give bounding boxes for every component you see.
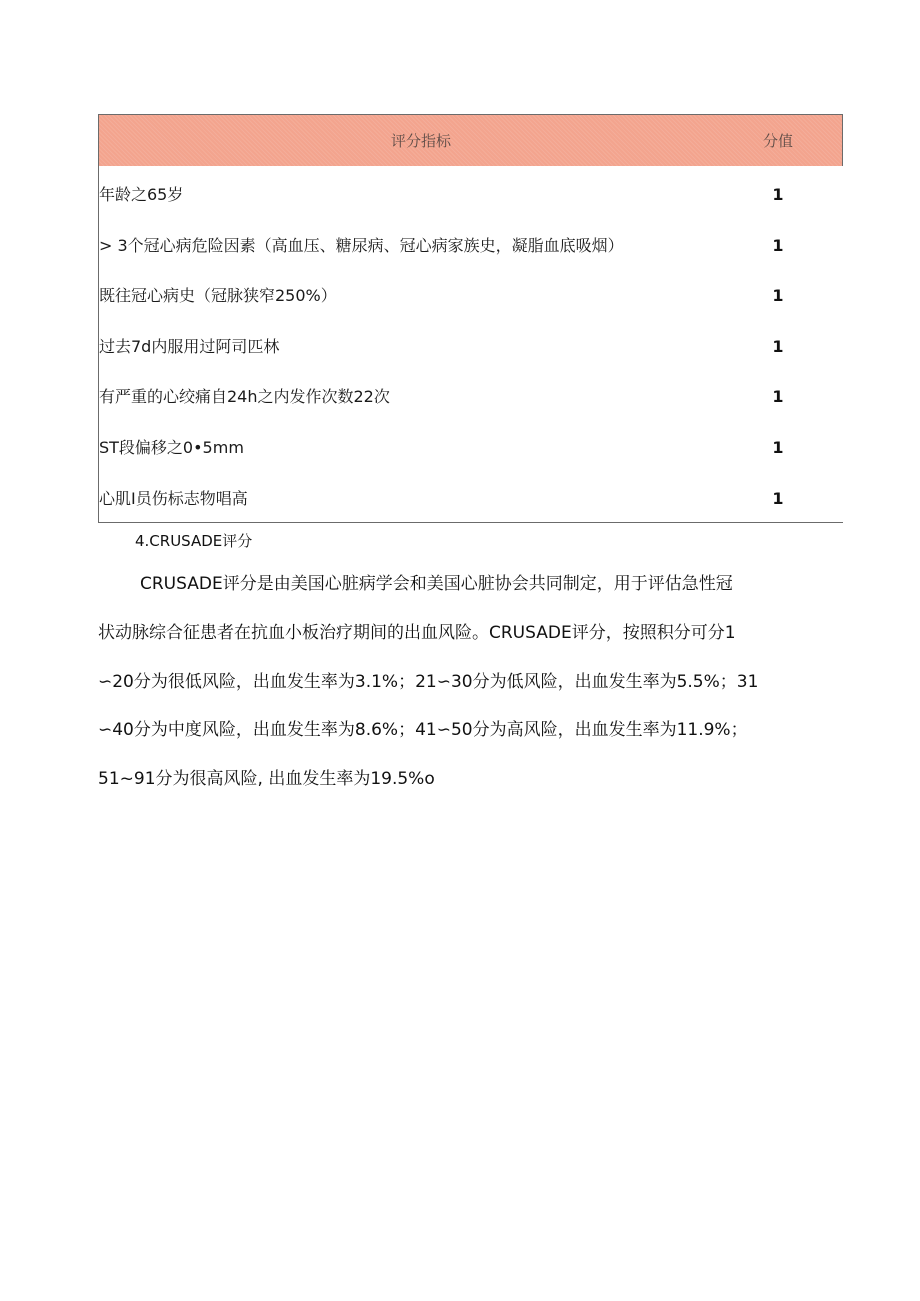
paragraph-line: 51~91分为很高风险, 出血发生率为19.5%o bbox=[98, 769, 435, 789]
paragraph-line: 状动脉综合征患者在抗血小板治疗期间的出血风险。CRUSADE评分，按照积分可分1 bbox=[98, 623, 736, 643]
table-row bbox=[99, 220, 843, 271]
header-score: 分值 bbox=[762, 132, 793, 150]
table-body bbox=[99, 166, 843, 522]
row-score: 1 bbox=[772, 438, 784, 457]
row-indicator: > 3个冠心病危险因素（高血压、糖尿病、冠心病家族史，凝脂血底吸烟） bbox=[99, 236, 624, 255]
header-indicator: 评分指标 bbox=[390, 132, 451, 150]
table-row bbox=[99, 169, 843, 220]
table-row bbox=[99, 371, 843, 422]
row-indicator: ST段偏移之0•5mm bbox=[99, 438, 244, 457]
section-heading: 4.CRUSADE评分 bbox=[135, 532, 253, 550]
paragraph-line: ∽20分为很低风险，出血发生率为3.1%；21∽30分为低风险，出血发生率为5.5%；31 bbox=[98, 672, 759, 692]
table-row bbox=[99, 422, 843, 473]
row-indicator: 过去7d内服用过阿司匹林 bbox=[99, 337, 280, 356]
row-score: 1 bbox=[772, 185, 784, 204]
table-row bbox=[99, 473, 843, 524]
paragraph-line: CRUSADE评分是由美国心脏病学会和美国心脏协会共同制定，用于评估急性冠 bbox=[140, 574, 733, 594]
table-row bbox=[99, 270, 843, 321]
row-score: 1 bbox=[772, 286, 784, 305]
row-indicator: 年龄之65岁 bbox=[99, 185, 184, 204]
table-header bbox=[99, 114, 843, 166]
crusade-description bbox=[98, 566, 838, 806]
table-row bbox=[99, 321, 843, 372]
paragraph-line: ∽40分为中度风险，出血发生率为8.6%；41∽50分为高风险，出血发生率为11.9%； bbox=[98, 720, 748, 740]
row-indicator: 既往冠心病史（冠脉狭窄250%） bbox=[99, 286, 337, 305]
row-score: 1 bbox=[772, 236, 784, 255]
row-score: 1 bbox=[772, 337, 784, 356]
row-score: 1 bbox=[772, 387, 784, 406]
crusade-score-table bbox=[98, 114, 843, 523]
row-indicator: 有严重的心绞痛自24h之内发作次数22次 bbox=[99, 387, 390, 406]
row-indicator: 心肌I员伤标志物唱高 bbox=[99, 489, 248, 508]
row-score: 1 bbox=[772, 489, 784, 508]
